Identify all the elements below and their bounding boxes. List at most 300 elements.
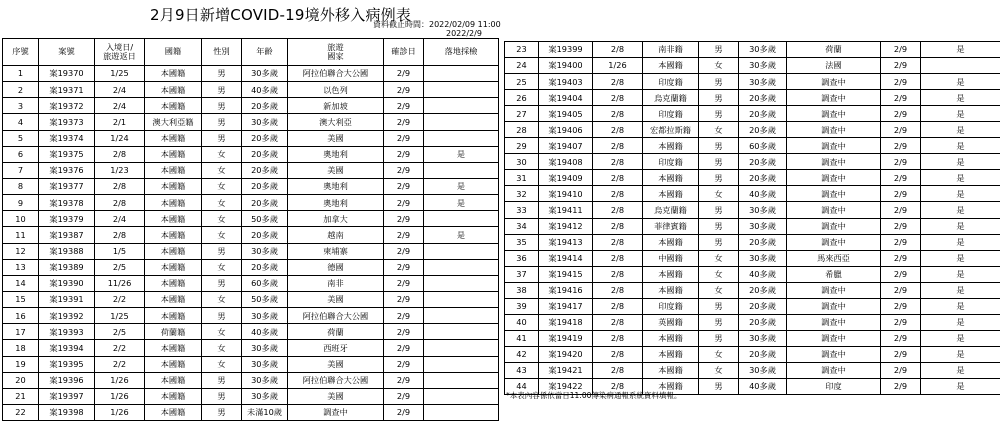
cell-entry-date: 1/24	[95, 130, 145, 146]
cell-age: 20多歲	[739, 282, 787, 298]
cell-case-id: 案19394	[39, 340, 95, 356]
cell-travel-country: 調查中	[787, 218, 881, 234]
cell-confirm-date: 2/9	[384, 308, 424, 324]
cell-age: 20多歲	[242, 162, 288, 178]
cell-case-id: 案19373	[39, 114, 95, 130]
cell-nationality: 本國籍	[643, 186, 699, 202]
cell-age: 20多歲	[242, 130, 288, 146]
cell-case-id: 案19399	[539, 42, 593, 58]
cell-sex: 女	[699, 58, 739, 74]
cell-landing-test	[921, 58, 1000, 74]
cell-nationality: 英國籍	[643, 314, 699, 330]
cell-seq: 38	[505, 282, 539, 298]
cell-sex: 女	[202, 340, 242, 356]
cell-entry-date: 2/8	[593, 154, 643, 170]
table-row	[505, 58, 1000, 74]
cell-confirm-date: 2/9	[384, 227, 424, 243]
cell-landing-test	[424, 243, 499, 259]
cell-age: 60多歲	[242, 275, 288, 291]
cell-landing-test: 是	[921, 362, 1000, 378]
cell-sex: 女	[699, 186, 739, 202]
cell-seq: 21	[3, 388, 39, 404]
table-row	[3, 162, 499, 178]
cell-travel-country: 調查中	[787, 74, 881, 90]
cell-confirm-date: 2/9	[384, 243, 424, 259]
cell-nationality: 澳大利亞籍	[145, 114, 202, 130]
cell-case-id: 案19387	[39, 227, 95, 243]
cell-nationality: 烏克蘭籍	[643, 90, 699, 106]
cell-case-id: 案19374	[39, 130, 95, 146]
cell-landing-test	[424, 291, 499, 307]
cell-nationality: 印度籍	[643, 298, 699, 314]
cell-entry-date: 2/8	[593, 266, 643, 282]
cell-case-id: 案19412	[539, 218, 593, 234]
cases-right-body	[505, 42, 1000, 395]
cell-landing-test	[424, 275, 499, 291]
cell-landing-test: 是	[921, 234, 1000, 250]
cell-travel-country: 法國	[787, 58, 881, 74]
cell-travel-country: 美國	[288, 130, 384, 146]
table-row	[3, 388, 499, 404]
cell-confirm-date: 2/9	[384, 82, 424, 98]
cell-seq: 23	[505, 42, 539, 58]
cell-entry-date: 2/8	[593, 138, 643, 154]
cell-sex: 女	[202, 324, 242, 340]
cases-table-left	[2, 38, 499, 421]
cell-nationality: 本國籍	[643, 170, 699, 186]
cell-sex: 女	[699, 282, 739, 298]
cell-age: 40多歲	[739, 378, 787, 394]
cell-travel-country: 調查中	[787, 90, 881, 106]
cell-seq: 1	[3, 66, 39, 82]
cell-seq: 25	[505, 74, 539, 90]
cell-travel-country: 美國	[288, 388, 384, 404]
cell-sex: 女	[202, 146, 242, 162]
cell-entry-date: 2/8	[593, 378, 643, 394]
cell-seq: 5	[3, 130, 39, 146]
cell-sex: 男	[202, 130, 242, 146]
cell-entry-date: 2/8	[593, 42, 643, 58]
cell-confirm-date: 2/9	[881, 138, 921, 154]
cell-seq: 7	[3, 162, 39, 178]
cell-entry-date: 2/8	[593, 202, 643, 218]
cell-sex: 女	[202, 195, 242, 211]
cell-case-id: 案19418	[539, 314, 593, 330]
cell-landing-test: 是	[921, 106, 1000, 122]
cell-entry-date: 2/5	[95, 324, 145, 340]
cell-sex: 女	[699, 362, 739, 378]
cell-confirm-date: 2/9	[384, 388, 424, 404]
cell-age: 20多歲	[739, 314, 787, 330]
cell-travel-country: 澳大利亞	[288, 114, 384, 130]
cell-sex: 男	[699, 298, 739, 314]
cell-case-id: 案19421	[539, 362, 593, 378]
header-seq: 序號	[3, 39, 39, 66]
cell-entry-date: 2/4	[95, 98, 145, 114]
cell-sex: 女	[202, 259, 242, 275]
cell-sex: 女	[699, 346, 739, 362]
table-row	[3, 211, 499, 227]
cell-sex: 男	[202, 275, 242, 291]
cell-nationality: 本國籍	[643, 330, 699, 346]
cell-confirm-date: 2/9	[384, 195, 424, 211]
cell-nationality: 印度籍	[643, 74, 699, 90]
cell-seq: 30	[505, 154, 539, 170]
cell-sex: 男	[202, 82, 242, 98]
cell-case-id: 案19396	[39, 372, 95, 388]
cell-age: 30多歲	[739, 218, 787, 234]
cell-confirm-date: 2/9	[384, 98, 424, 114]
cell-sex: 男	[202, 114, 242, 130]
footnote: *本表內容係依當日11:00傳染病通報系統資料填報。	[506, 390, 681, 401]
cell-confirm-date: 2/9	[384, 162, 424, 178]
cell-landing-test: 是	[424, 178, 499, 194]
cell-age: 50多歲	[242, 291, 288, 307]
cell-age: 20多歲	[739, 106, 787, 122]
cell-case-id: 案19405	[539, 106, 593, 122]
cell-case-id: 案19377	[39, 178, 95, 194]
cell-seq: 33	[505, 202, 539, 218]
cell-travel-country: 調查中	[787, 106, 881, 122]
cell-landing-test	[424, 66, 499, 82]
cell-age: 30多歲	[739, 74, 787, 90]
cell-seq: 12	[3, 243, 39, 259]
table-row	[505, 266, 1000, 282]
cell-case-id: 案19370	[39, 66, 95, 82]
cell-nationality: 本國籍	[145, 243, 202, 259]
cell-age: 20多歲	[739, 170, 787, 186]
cell-travel-country: 荷蘭	[288, 324, 384, 340]
cell-nationality: 本國籍	[145, 372, 202, 388]
cell-entry-date: 2/1	[95, 114, 145, 130]
cell-travel-country: 新加坡	[288, 98, 384, 114]
cell-age: 40多歲	[242, 324, 288, 340]
cell-seq: 28	[505, 122, 539, 138]
table-row	[3, 308, 499, 324]
cell-nationality: 印度籍	[643, 154, 699, 170]
cell-age: 30多歲	[242, 114, 288, 130]
table-row	[3, 146, 499, 162]
cell-nationality: 南非籍	[643, 42, 699, 58]
table-row	[505, 202, 1000, 218]
cell-age: 30多歲	[739, 362, 787, 378]
data-cutoff-time: 資料截止時間：2022/02/09 11:00	[373, 19, 501, 30]
table-row	[3, 259, 499, 275]
cell-landing-test: 是	[921, 202, 1000, 218]
cell-landing-test	[424, 98, 499, 114]
cases-left-body	[3, 66, 499, 421]
cell-travel-country: 柬埔寨	[288, 243, 384, 259]
cell-sex: 男	[202, 308, 242, 324]
cell-seq: 14	[3, 275, 39, 291]
report-date: 2022/2/9	[446, 29, 482, 38]
cell-entry-date: 11/26	[95, 275, 145, 291]
cell-nationality: 本國籍	[643, 362, 699, 378]
cell-confirm-date: 2/9	[384, 66, 424, 82]
cell-entry-date: 2/8	[95, 178, 145, 194]
cell-travel-country: 調查中	[787, 346, 881, 362]
table-row	[505, 282, 1000, 298]
cell-landing-test	[424, 308, 499, 324]
cell-entry-date: 2/8	[95, 146, 145, 162]
cell-travel-country: 以色列	[288, 82, 384, 98]
cell-nationality: 本國籍	[643, 346, 699, 362]
table-row	[505, 250, 1000, 266]
cell-nationality: 本國籍	[145, 98, 202, 114]
cell-landing-test	[424, 340, 499, 356]
cell-case-id: 案19388	[39, 243, 95, 259]
table-row	[505, 74, 1000, 90]
cell-travel-country: 越南	[288, 227, 384, 243]
table-row	[505, 362, 1000, 378]
cell-seq: 35	[505, 234, 539, 250]
cell-travel-country: 阿拉伯聯合大公國	[288, 308, 384, 324]
cell-confirm-date: 2/9	[384, 356, 424, 372]
cell-seq: 8	[3, 178, 39, 194]
cell-entry-date: 2/8	[593, 330, 643, 346]
cell-travel-country: 馬來西亞	[787, 250, 881, 266]
header-travel: 旅遊 國家	[288, 39, 384, 66]
cell-age: 20多歲	[739, 346, 787, 362]
cell-confirm-date: 2/9	[881, 250, 921, 266]
cell-confirm-date: 2/9	[384, 114, 424, 130]
cell-nationality: 本國籍	[145, 308, 202, 324]
header-sex: 性別	[202, 39, 242, 66]
cell-entry-date: 1/25	[95, 66, 145, 82]
cell-sex: 女	[202, 178, 242, 194]
cell-confirm-date: 2/9	[384, 291, 424, 307]
cell-seq: 3	[3, 98, 39, 114]
header-confirm: 確診日	[384, 39, 424, 66]
cell-entry-date: 1/26	[95, 404, 145, 420]
cell-age: 30多歲	[739, 42, 787, 58]
table-row	[3, 243, 499, 259]
cell-landing-test: 是	[921, 266, 1000, 282]
header-case: 案號	[39, 39, 95, 66]
cell-confirm-date: 2/9	[384, 324, 424, 340]
cell-nationality: 本國籍	[145, 340, 202, 356]
cell-travel-country: 調查中	[787, 170, 881, 186]
cell-landing-test	[424, 211, 499, 227]
cell-entry-date: 1/26	[95, 372, 145, 388]
cell-landing-test: 是	[424, 195, 499, 211]
cell-case-id: 案19395	[39, 356, 95, 372]
cell-entry-date: 2/2	[95, 340, 145, 356]
cell-case-id: 案19375	[39, 146, 95, 162]
cell-seq: 41	[505, 330, 539, 346]
header-age: 年齡	[242, 39, 288, 66]
cell-case-id: 案19414	[539, 250, 593, 266]
cell-case-id: 案19371	[39, 82, 95, 98]
cell-confirm-date: 2/9	[881, 362, 921, 378]
cell-landing-test	[424, 259, 499, 275]
cell-landing-test	[424, 324, 499, 340]
cell-confirm-date: 2/9	[384, 178, 424, 194]
cell-entry-date: 2/8	[593, 106, 643, 122]
cell-age: 40多歲	[739, 266, 787, 282]
table-row	[3, 114, 499, 130]
cell-age: 20多歲	[242, 227, 288, 243]
cell-travel-country: 奧地利	[288, 146, 384, 162]
cell-age: 20多歲	[242, 195, 288, 211]
cell-nationality: 本國籍	[145, 146, 202, 162]
cell-age: 30多歲	[242, 308, 288, 324]
cell-confirm-date: 2/9	[384, 259, 424, 275]
cell-confirm-date: 2/9	[881, 154, 921, 170]
cell-landing-test: 是	[921, 218, 1000, 234]
cell-confirm-date: 2/9	[881, 330, 921, 346]
cell-nationality: 宏都拉斯籍	[643, 122, 699, 138]
cell-age: 30多歲	[242, 243, 288, 259]
cell-sex: 女	[699, 266, 739, 282]
cell-case-id: 案19415	[539, 266, 593, 282]
cell-landing-test: 是	[424, 146, 499, 162]
table-row	[505, 154, 1000, 170]
cell-case-id: 案19408	[539, 154, 593, 170]
cell-travel-country: 調查中	[787, 298, 881, 314]
cell-age: 20多歲	[242, 146, 288, 162]
cell-landing-test: 是	[921, 138, 1000, 154]
table-row	[3, 66, 499, 82]
cell-entry-date: 2/8	[593, 282, 643, 298]
cell-age: 20多歲	[242, 98, 288, 114]
table-row	[3, 82, 499, 98]
cell-travel-country: 調查中	[787, 314, 881, 330]
cell-confirm-date: 2/9	[881, 186, 921, 202]
cell-entry-date: 2/5	[95, 259, 145, 275]
cell-seq: 22	[3, 404, 39, 420]
cell-travel-country: 調查中	[787, 138, 881, 154]
cell-seq: 44	[505, 378, 539, 394]
cell-age: 30多歲	[739, 250, 787, 266]
cell-case-id: 案19422	[539, 378, 593, 394]
cell-seq: 16	[3, 308, 39, 324]
cell-entry-date: 1/26	[95, 388, 145, 404]
cell-case-id: 案19411	[539, 202, 593, 218]
cell-confirm-date: 2/9	[881, 42, 921, 58]
cell-travel-country: 印度	[787, 378, 881, 394]
cell-age: 20多歲	[242, 178, 288, 194]
cell-landing-test: 是	[921, 186, 1000, 202]
cell-seq: 27	[505, 106, 539, 122]
table-row	[505, 234, 1000, 250]
cell-case-id: 案19416	[539, 282, 593, 298]
cell-case-id: 案19410	[539, 186, 593, 202]
cell-sex: 男	[202, 243, 242, 259]
cell-case-id: 案19404	[539, 90, 593, 106]
cell-case-id: 案19409	[539, 170, 593, 186]
cell-case-id: 案19419	[539, 330, 593, 346]
cell-entry-date: 1/5	[95, 243, 145, 259]
cell-seq: 10	[3, 211, 39, 227]
cell-travel-country: 調查中	[787, 202, 881, 218]
cell-landing-test: 是	[921, 170, 1000, 186]
cell-nationality: 本國籍	[643, 266, 699, 282]
table-row	[505, 122, 1000, 138]
cell-entry-date: 2/2	[95, 291, 145, 307]
cell-age: 30多歲	[242, 356, 288, 372]
cell-confirm-date: 2/9	[384, 146, 424, 162]
cell-entry-date: 2/8	[593, 362, 643, 378]
cell-case-id: 案19417	[539, 298, 593, 314]
cell-case-id: 案19398	[39, 404, 95, 420]
cell-entry-date: 2/8	[95, 227, 145, 243]
cell-nationality: 本國籍	[145, 275, 202, 291]
cell-landing-test	[424, 130, 499, 146]
cell-sex: 男	[699, 138, 739, 154]
cell-nationality: 菲律賓籍	[643, 218, 699, 234]
table-row	[505, 170, 1000, 186]
cell-age: 30多歲	[242, 340, 288, 356]
cell-travel-country: 調查中	[787, 122, 881, 138]
cell-sex: 男	[699, 74, 739, 90]
cell-landing-test: 是	[921, 378, 1000, 394]
table-row	[505, 186, 1000, 202]
cell-nationality: 本國籍	[643, 282, 699, 298]
header-measure: 落地採檢	[424, 39, 499, 66]
cell-entry-date: 2/8	[593, 122, 643, 138]
cell-travel-country: 阿拉伯聯合大公國	[288, 66, 384, 82]
cell-nationality: 荷蘭籍	[145, 324, 202, 340]
cell-case-id: 案19420	[539, 346, 593, 362]
cell-sex: 男	[202, 388, 242, 404]
cell-age: 60多歲	[739, 138, 787, 154]
page-title: 2月9日新增COVID-19境外移入病例表	[150, 4, 411, 25]
cell-case-id: 案19376	[39, 162, 95, 178]
cell-confirm-date: 2/9	[881, 106, 921, 122]
cell-travel-country: 調查中	[288, 404, 384, 420]
cell-seq: 4	[3, 114, 39, 130]
cell-landing-test	[424, 356, 499, 372]
cell-case-id: 案19403	[539, 74, 593, 90]
cell-landing-test: 是	[921, 74, 1000, 90]
cell-entry-date: 2/4	[95, 211, 145, 227]
cell-seq: 18	[3, 340, 39, 356]
cell-entry-date: 1/26	[593, 58, 643, 74]
cell-entry-date: 2/4	[95, 82, 145, 98]
header-nationality: 國籍	[145, 39, 202, 66]
cell-seq: 6	[3, 146, 39, 162]
cell-sex: 男	[202, 404, 242, 420]
table-row	[3, 340, 499, 356]
cell-case-id: 案19390	[39, 275, 95, 291]
cell-seq: 11	[3, 227, 39, 243]
cell-case-id: 案19372	[39, 98, 95, 114]
cell-case-id: 案19393	[39, 324, 95, 340]
cases-table-right	[504, 41, 1000, 395]
cell-confirm-date: 2/9	[881, 282, 921, 298]
cell-landing-test: 是	[424, 227, 499, 243]
cell-landing-test: 是	[921, 122, 1000, 138]
cell-landing-test	[424, 388, 499, 404]
cell-age: 30多歲	[242, 372, 288, 388]
cell-case-id: 案19389	[39, 259, 95, 275]
cell-case-id: 案19379	[39, 211, 95, 227]
cell-landing-test: 是	[921, 154, 1000, 170]
cell-entry-date: 2/8	[593, 74, 643, 90]
cell-travel-country: 阿拉伯聯合大公國	[288, 372, 384, 388]
cell-sex: 女	[699, 122, 739, 138]
cell-travel-country: 調查中	[787, 186, 881, 202]
cell-age: 40多歲	[242, 82, 288, 98]
cell-entry-date: 2/2	[95, 356, 145, 372]
cell-travel-country: 南非	[288, 275, 384, 291]
cell-sex: 男	[699, 234, 739, 250]
cell-case-id: 案19397	[39, 388, 95, 404]
table-row	[3, 291, 499, 307]
cell-landing-test: 是	[921, 42, 1000, 58]
cell-sex: 女	[202, 162, 242, 178]
